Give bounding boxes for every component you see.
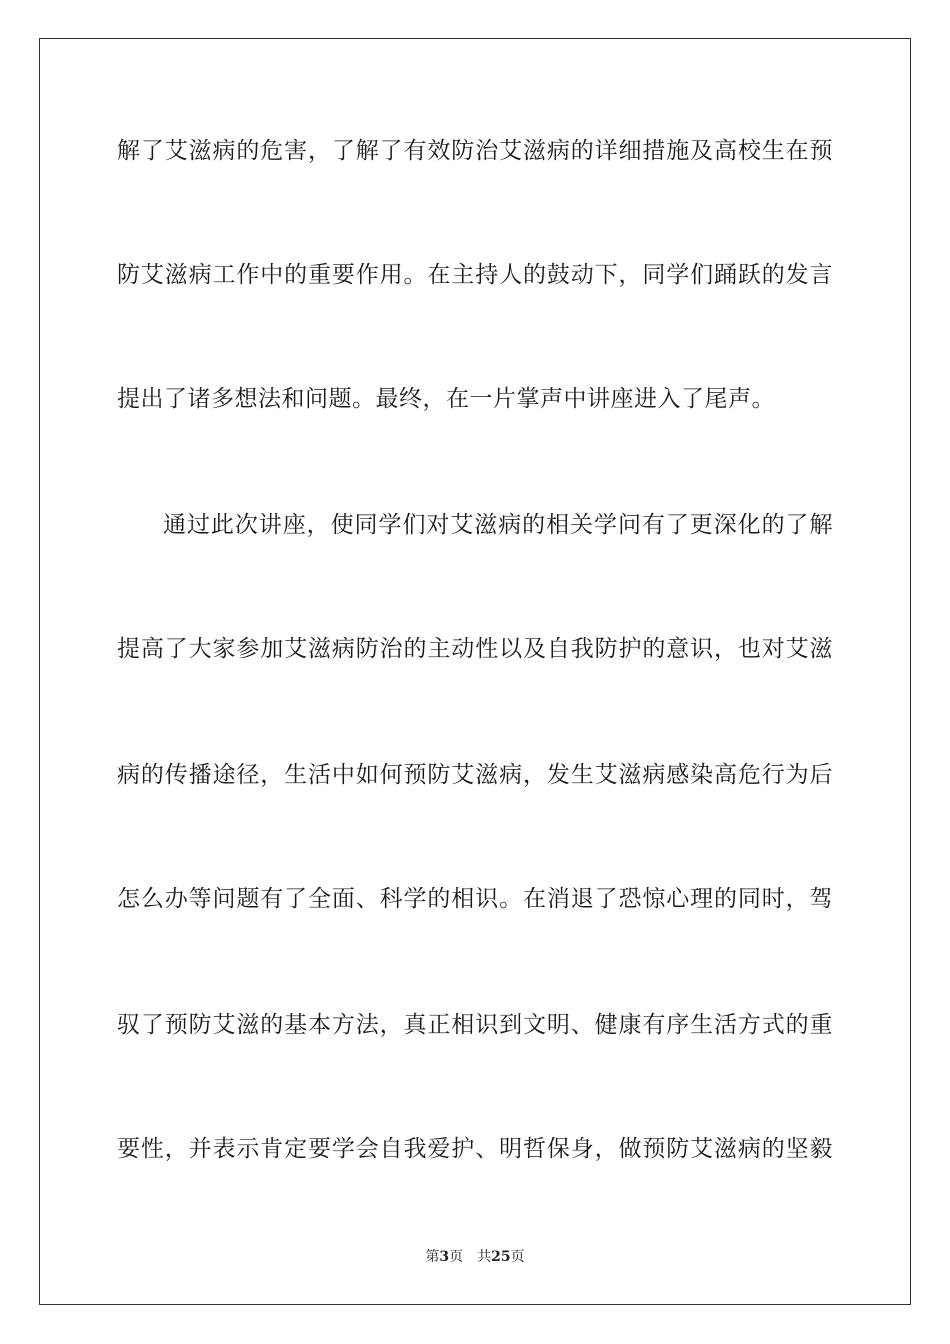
body-text-line: 解了艾滋病的危害，了解了有效防治艾滋病的详细措施及高校生在预 bbox=[117, 138, 833, 164]
body-text-line: 防艾滋病工作中的重要作用。在主持人的鼓动下，同学们踊跃的发言 bbox=[117, 262, 833, 288]
page-suffix: 页 bbox=[449, 1249, 464, 1265]
body-text-line: 提出了诸多想法和问题。最终，在一片掌声中讲座进入了尾声。 bbox=[117, 386, 775, 412]
page-border bbox=[39, 38, 911, 1305]
body-text-line: 驭了预防艾滋的基本方法，真正相识到文明、健康有序生活方式的重 bbox=[117, 1012, 833, 1038]
body-text-line: 病的传播途径，生活中如何预防艾滋病，发生艾滋病感染高危行为后 bbox=[117, 762, 833, 788]
paragraph-first-line: 通过此次讲座，使同学们对艾滋病的相关学问有了更深化的了解 bbox=[163, 512, 833, 538]
body-text-line: 怎么办等问题有了全面、科学的相识。在消退了恐惊心理的同时，驾 bbox=[117, 886, 833, 912]
page-prefix: 第 bbox=[425, 1249, 440, 1265]
total-pages: 25 bbox=[491, 1249, 511, 1265]
page-footer bbox=[0, 1248, 950, 1266]
total-prefix: 共 bbox=[477, 1249, 492, 1265]
page-number: 3 bbox=[439, 1249, 450, 1265]
body-text-line: 要性，并表示肯定要学会自我爱护、明哲保身，做预防艾滋病的坚毅 bbox=[117, 1136, 833, 1162]
body-text-line: 提高了大家参加艾滋病防治的主动性以及自我防护的意识，也对艾滋 bbox=[117, 636, 833, 662]
total-suffix: 页 bbox=[510, 1249, 525, 1265]
